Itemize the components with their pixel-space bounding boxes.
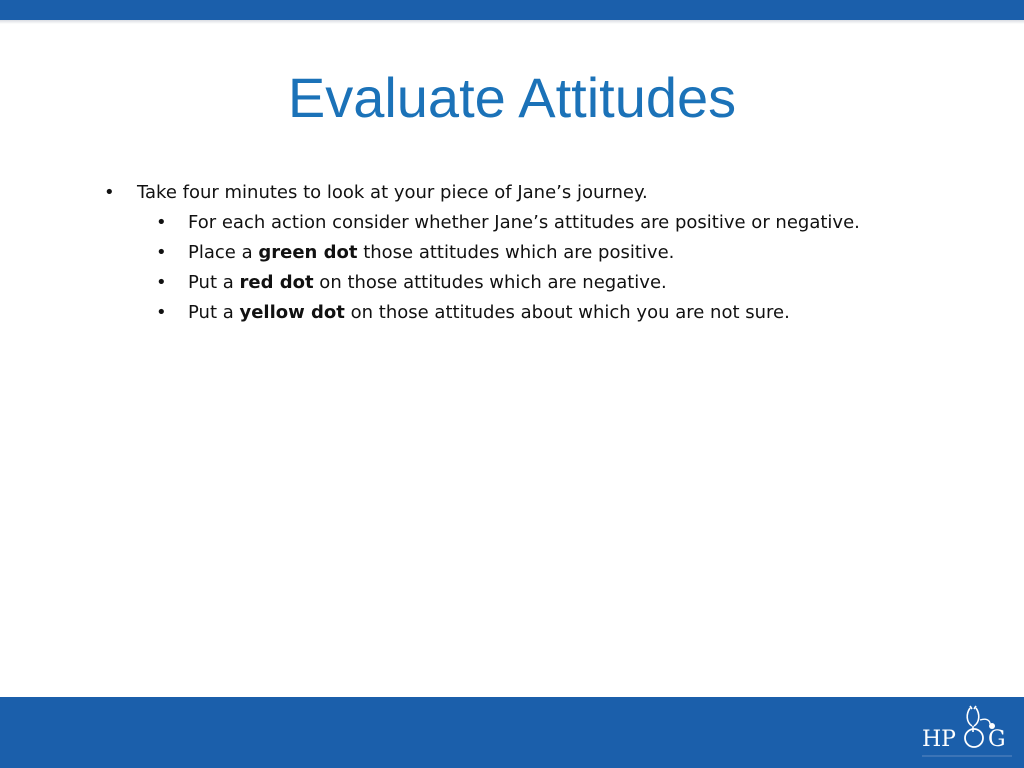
bullet-sub-1	[100, 208, 878, 238]
bullet-marker: •	[156, 212, 167, 233]
bullet-sub-4	[100, 298, 878, 328]
slide-title: Evaluate Attitudes	[287, 66, 737, 129]
bullet-sub-3-after: on those attitudes which are negative.	[313, 272, 667, 293]
hpog-logo	[918, 700, 1018, 764]
top-bar-shadow	[0, 20, 1024, 24]
bullet-main	[100, 178, 900, 208]
svg-text:HP: HP	[922, 727, 956, 752]
bullet-sub-4-after: on those attitudes about which you are not sure.	[344, 302, 790, 323]
bullet-sub-4-emphasis: yellow dot	[239, 302, 345, 323]
bullet-sub-3-emphasis: red dot	[239, 272, 314, 293]
bullet-marker: •	[156, 302, 167, 323]
top-bar	[0, 0, 1024, 20]
bottom-bar	[0, 697, 1024, 768]
stethoscope-icon	[918, 700, 1018, 764]
bullet-sub-3	[100, 268, 878, 298]
bullet-marker: •	[104, 182, 115, 203]
bullet-sub-3-before: Put a	[188, 272, 240, 293]
bullet-sub-2-after: those attitudes which are positive.	[357, 242, 675, 263]
bullet-sub-2-before: Place a	[188, 242, 259, 263]
bullet-sub-4-before: Put a	[188, 302, 240, 323]
bullet-sub-2-emphasis: green dot	[258, 242, 358, 263]
bullet-sub-2	[100, 238, 878, 268]
bullet-list	[100, 178, 900, 328]
bullet-main-text: Take four minutes to look at your piece of Jane’s journey.	[137, 182, 648, 203]
bullet-sub-1-text: For each action consider whether Jane’s attitudes are positive or negative.	[188, 212, 860, 233]
bullet-marker: •	[156, 272, 167, 293]
svg-text:G: G	[988, 727, 1006, 752]
bullet-marker: •	[156, 242, 167, 263]
